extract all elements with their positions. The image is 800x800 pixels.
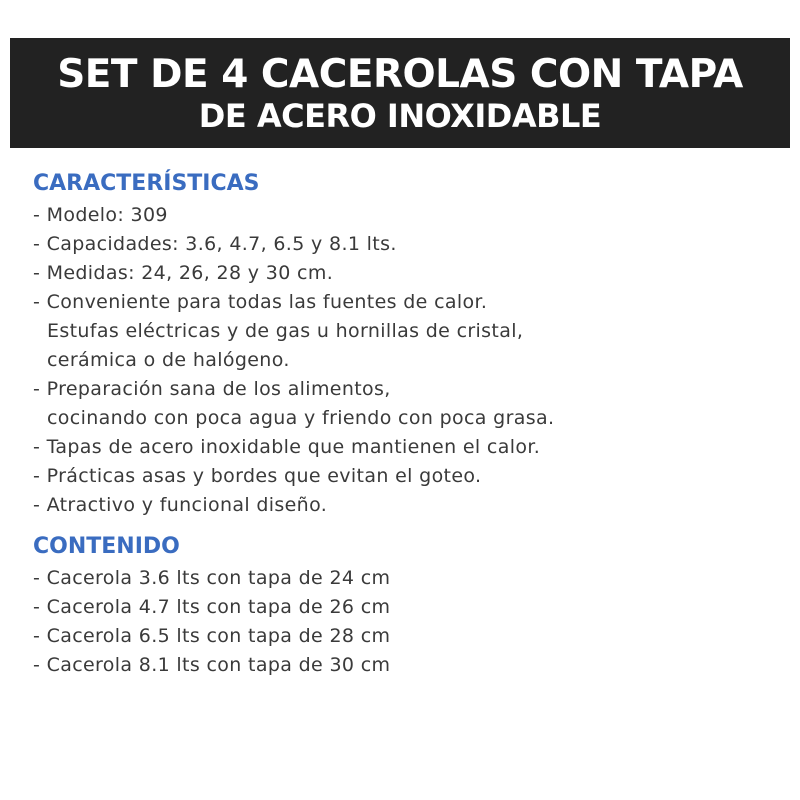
feature-line: - Modelo: 309 [33,204,168,226]
feature-line-continuation: Estufas eléctricas y de gas u hornillas de cristal, [47,320,524,342]
title-line-2: DE ACERO INOXIDABLE [198,97,602,135]
feature-line: - Prácticas asas y bordes que evitan el goteo. [33,465,482,487]
contents-heading: CONTENIDO [33,534,180,559]
contents-line: - Cacerola 6.5 lts con tapa de 28 cm [33,625,391,647]
feature-line: - Capacidades: 3.6, 4.7, 6.5 y 8.1 lts. [33,233,397,255]
feature-line: - Atractivo y funcional diseño. [33,494,328,516]
contents-line: - Cacerola 3.6 lts con tapa de 24 cm [33,567,391,589]
contents-line: - Cacerola 4.7 lts con tapa de 26 cm [33,596,391,618]
feature-line: - Preparación sana de los alimentos, [33,378,391,400]
feature-line-continuation: cocinando con poca agua y friendo con poca grasa. [47,407,555,429]
feature-line: - Conveniente para todas las fuentes de calor. [33,291,488,313]
contents-list [33,564,390,680]
features-heading: CARACTERÍSTICAS [33,171,260,196]
feature-line: - Medidas: 24, 26, 28 y 30 cm. [33,262,334,284]
title-banner [10,38,790,148]
feature-line: - Tapas de acero inoxidable que mantienen el calor. [33,436,541,458]
title-line-1: SET DE 4 CACEROLAS CON TAPA [57,52,743,97]
feature-line-continuation: cerámica o de halógeno. [47,349,290,371]
features-list [33,201,554,520]
contents-line: - Cacerola 8.1 lts con tapa de 30 cm [33,654,391,676]
